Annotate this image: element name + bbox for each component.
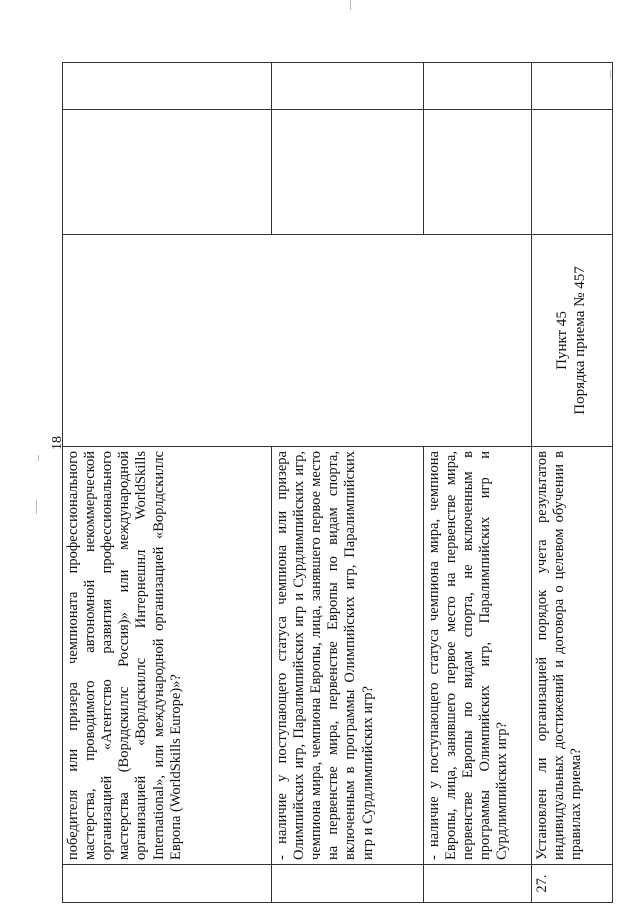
document-table-frame (62, 63, 612, 903)
reference-cell: Пункт 45 Порядка приема № 457 (532, 235, 613, 447)
question-cell: победителя или призера чемпионата профессионального мастерства, проводимого автономной некоммерческой организацией «Агентство развития профессионального мастерства (Ворлдскиллс Россия)» или международной организацией «Ворлдскиллс Интернешнл WorldSkills International», или международной организацией «Ворлдскиллс Европа (WorldSkills Europe)»? (63, 447, 272, 865)
scan-artifact-left-2 (36, 500, 37, 514)
table-row (532, 63, 613, 903)
row-number: 27. (532, 865, 613, 903)
audit-checklist-table (62, 62, 613, 903)
table-row (63, 63, 272, 903)
empty-cell (424, 63, 532, 110)
scan-artifact-left (38, 455, 39, 461)
table-row (272, 63, 424, 903)
row-number (63, 865, 272, 903)
scan-artifact-top (350, 0, 351, 10)
reference-cell (63, 235, 532, 447)
empty-cell (272, 110, 424, 235)
empty-cell (272, 63, 424, 110)
empty-cell (424, 110, 532, 235)
question-cell: - наличие у поступающего статуса чемпиона мира, чемпиона Европы, лица, занявшего первое место на первенстве мира, первенстве Европы по видам спорта, не включенным в программы Олимпийских игр, Паралимпийских игр и Сурдлимпийских игр? (424, 447, 532, 865)
table-row (424, 63, 532, 903)
question-cell: Установлен ли организацией порядок учета результатов индивидуальных достижений и договора о целевом обучении в правилах приема? (532, 447, 613, 865)
page-number: 18 (50, 436, 65, 450)
row-number (272, 865, 424, 903)
question-cell: - наличие у поступающего статуса чемпиона или призера Олимпийских игр, Паралимпийских игр и Сурдлимпийских игр, чемпиона мира, чемпиона Европы, лица, занявшего первое место на первенстве мира, первенстве Европы по видам спорта, включенным в программы Олимпийских игр, Паралимпийских игр и Сурдлимпийских игр? (272, 447, 424, 865)
empty-cell (532, 63, 613, 110)
empty-cell (532, 110, 613, 235)
row-number (424, 865, 532, 903)
empty-cell (63, 110, 272, 235)
empty-cell (63, 63, 272, 110)
